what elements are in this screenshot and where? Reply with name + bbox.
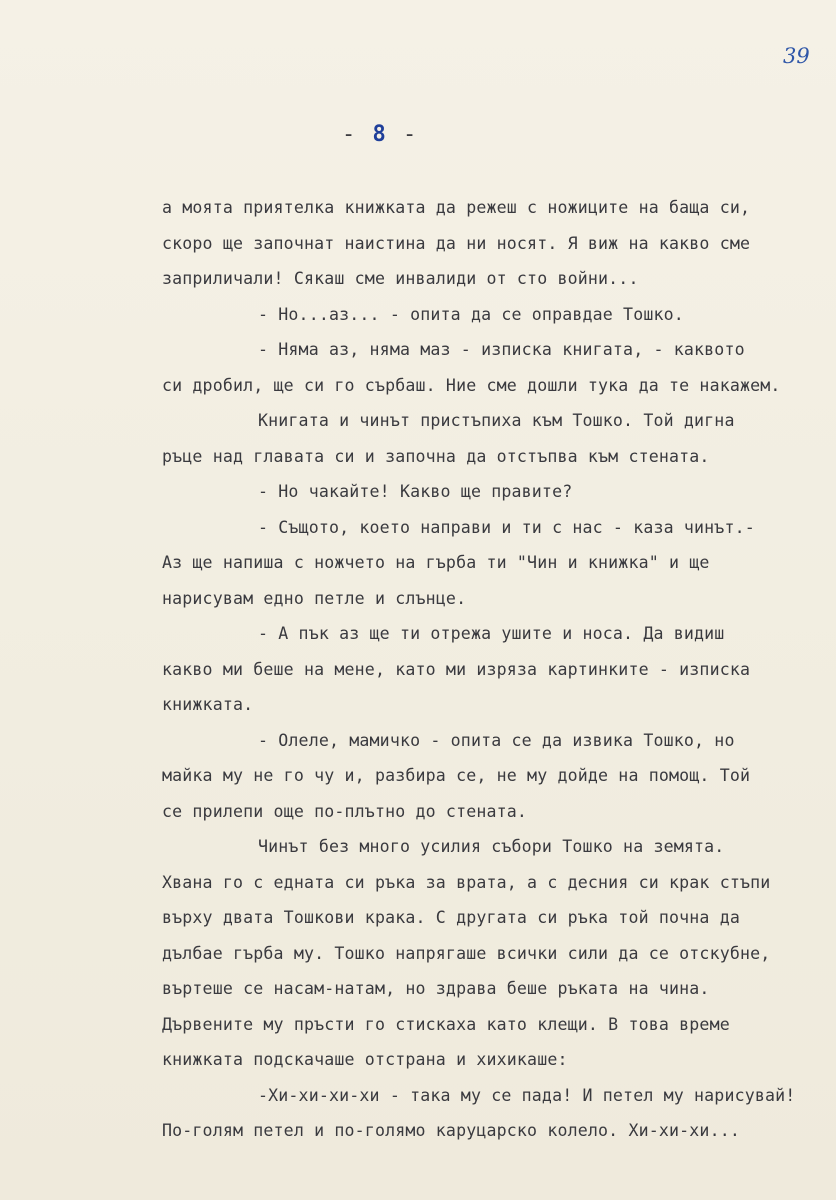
text-line: - Олеле, мамичко - опита се да извика Тошко, но xyxy=(258,730,735,750)
text-line: дълбае гърба му. Тошко напрягаше всички сили да се отскубне, xyxy=(162,943,771,963)
text-line: въртеше се насам-натам, но здрава беше ръката на чина. xyxy=(162,979,710,998)
text-line: - Същото, което направи и ти с нас - каза чинът.- xyxy=(258,517,755,537)
text-line: заприличали! Сякаш сме инвалиди от сто войни... xyxy=(162,269,639,288)
text-line: майка му не го чу и, разбира се, не му дойде на помощ. Той xyxy=(162,766,751,785)
text-line: си дробил, ще си го сърбаш. Ние сме дошли тука да те накажем. xyxy=(162,375,781,395)
body-text xyxy=(162,190,822,1149)
text-line: книжката подскачаше отстрана и хихикаше: xyxy=(162,1050,568,1069)
text-line: ръце над главата си и започна да отстъпва към стената. xyxy=(162,446,710,466)
text-line: нарисувам едно петле и слънце. xyxy=(162,588,467,608)
typed-page-number xyxy=(342,122,418,147)
text-line: се прилепи още по-плътно до стената. xyxy=(162,801,528,821)
text-line: какво ми беше на мене, като ми изряза картинките - изписка xyxy=(162,659,751,679)
text-line: книжката. xyxy=(162,695,254,714)
text-line: Дървените му пръсти го стискаха като клещи. В това време xyxy=(162,1014,730,1034)
text-line: Аз ще напиша с ножчето на гърба ти "Чин и книжка" и ще xyxy=(162,553,710,572)
text-line: - Няма аз, няма маз - изписка книгата, - каквото xyxy=(258,340,745,359)
text-line: Хвана го с едната си ръка за врата, а с десния си крак стъпи xyxy=(162,872,771,892)
page-folio-number: 39 xyxy=(783,44,810,68)
text-line: а моята приятелка книжката да режеш с ножиците на баща си, xyxy=(162,198,751,217)
text-line: - А пък аз ще ти отрежа ушите и носа. Да видиш xyxy=(258,624,725,643)
page-marker-dash-right: - xyxy=(403,122,419,147)
text-line: върху двата Тошкови крака. С другата си ръка той почна да xyxy=(162,908,740,927)
text-line: Книгата и чинът пристъпиха към Тошко. Той дигна xyxy=(258,411,735,430)
text-line: - Но...аз... - опита да се оправдае Тошко. xyxy=(258,304,684,324)
page-marker-number: 8 xyxy=(372,122,388,147)
text-line: Чинът без много усилия събори Тошко на земята. xyxy=(258,837,725,856)
text-line: -Хи-хи-хи-хи - така му се пада! И петел му нарисувай! xyxy=(258,1085,796,1105)
text-line: скоро ще започнат наистина да ни носят. Я виж на какво сме xyxy=(162,233,751,253)
text-line: - Но чакайте! Какво ще правите? xyxy=(258,482,573,501)
page-marker-dash-left: - xyxy=(342,122,358,147)
text-line: По-голям петел и по-голямо каруцарско колело. Хи-хи-хи... xyxy=(162,1121,740,1140)
